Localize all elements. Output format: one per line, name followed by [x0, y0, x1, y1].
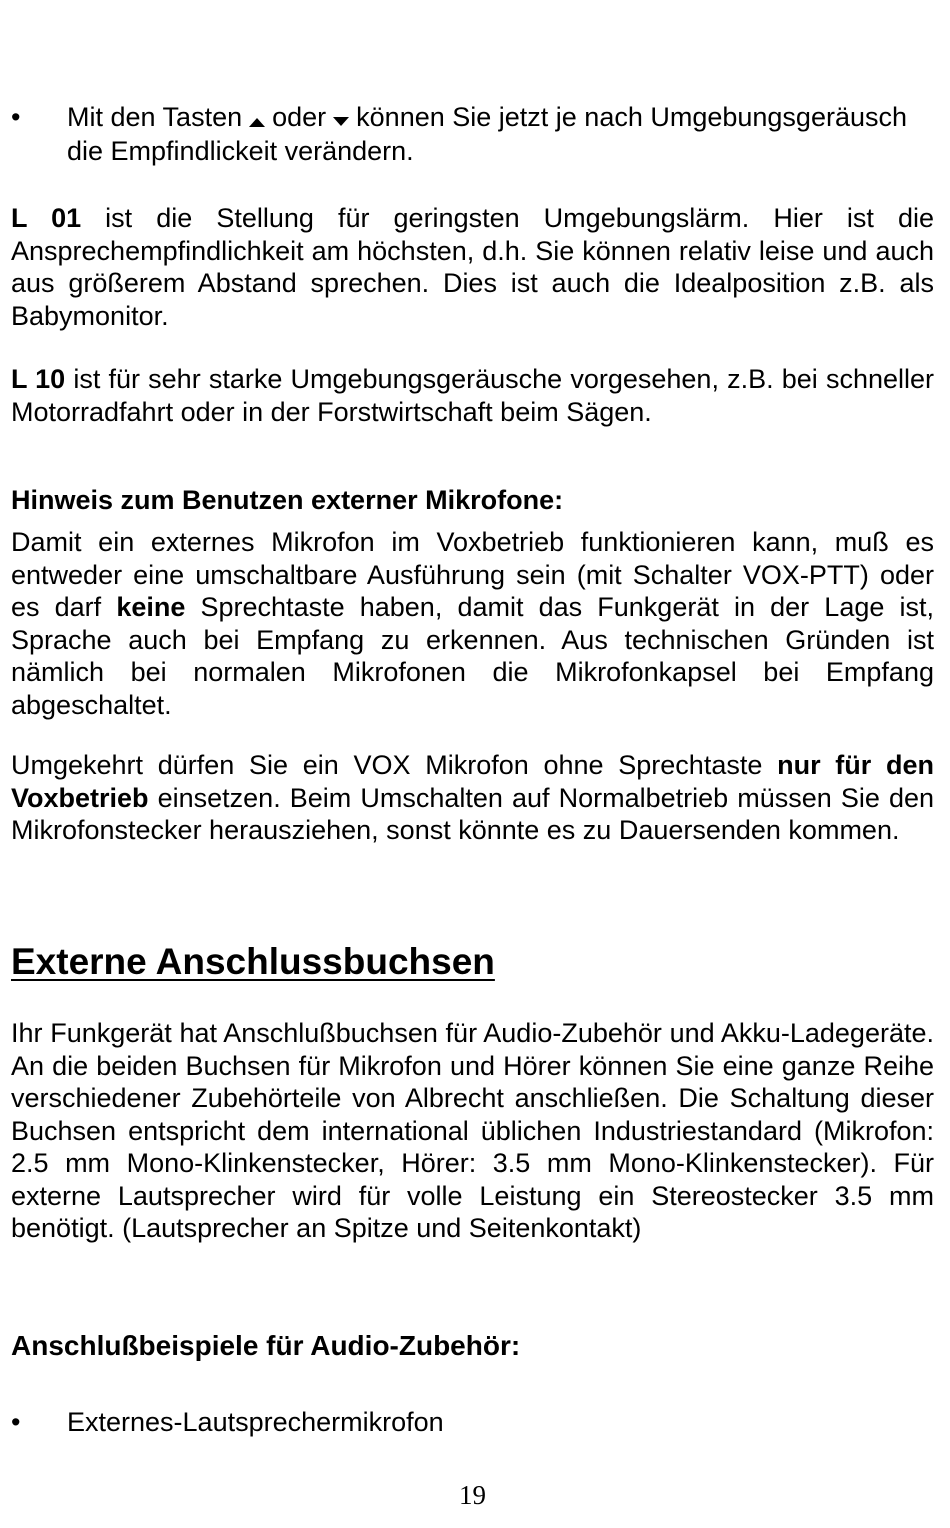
emphasis-keine: keine	[116, 592, 186, 622]
paragraph-l01	[11, 202, 934, 332]
heading-anschlussbeispiele: Anschlußbeispiele für Audio-Zubehör:	[11, 1330, 521, 1361]
heading-hinweis	[11, 484, 934, 517]
emphasis-voxbetrieb: nur für den Voxbetrieb	[11, 750, 934, 813]
page-number: 19	[459, 1480, 486, 1510]
heading-text: Hinweis zum Benutzen externer Mikrofone:	[11, 485, 564, 515]
paragraph-hinweis-2	[11, 749, 934, 847]
level-label: L 10	[11, 364, 66, 394]
paragraph-text: Umgekehrt dürfen Sie ein VOX Mikrofon ohne Sprechtaste	[11, 750, 778, 780]
bullet-dot: •	[11, 102, 21, 132]
level-label: L 01	[11, 203, 82, 233]
document-page	[11, 0, 934, 1528]
section-title: Externe Anschlussbuchsen	[11, 941, 495, 982]
paragraph-text: ist die Stellung für geringsten Umgebungslärm. Hier ist die Ansprechempfindlichkeit am höchsten, d.h. Sie können relativ leise und auch aus größerem Abstand sprechen. Dies ist auch die Idealposition z.B. als Babymonitor.	[11, 203, 934, 331]
bullet-text	[67, 101, 927, 168]
paragraph-anschlussbuchsen: Ihr Funkgerät hat Anschlußbuchsen für Audio-Zubehör und Akku-Ladegeräte. An die beiden Buchsen für Mikrofon und Hörer können Sie eine ganze Reihe verschiedener Zubehörteile von Albrecht anschließen. Die Schaltung dieser Buchsen entspricht dem international üblichen Industriestandard (Mikrofon: 2.5 mm Mono-Klinkenstecker, Hörer: 3.5 mm Mono-Klinkenstecker). Für externe Lautsprecher wird für volle Leistung ein Stereostecker 3.5 mm benötigt. (Lautsprecher an Spitze und Seitenkontakt)	[11, 1018, 934, 1243]
bullet-text-part: Mit den Tasten	[67, 102, 243, 132]
bullet-text: Externes-Lautsprechermikrofon	[67, 1407, 444, 1437]
bullet-dot: •	[11, 1407, 21, 1437]
bullet-text-part: oder	[272, 102, 327, 132]
paragraph-l10	[11, 363, 934, 428]
paragraph-text: Sprechtaste haben, damit das Funkgerät in der Lage ist, Sprache auch bei Empfang zu erkennen. Aus technischen Gründen ist nämlich bei normalen Mikrofonen die Mikrofonkapsel bei Empfang abgeschaltet.	[11, 592, 935, 720]
paragraph-text: ist für sehr starke Umgebungsgeräusche vorgesehen, z.B. bei schneller Motorradfahrt oder in der Forstwirtschaft beim Sägen.	[11, 364, 934, 427]
triangle-down-icon	[332, 103, 350, 136]
bullet-text-part: können Sie jetzt je nach Umgebungsgeräusch die Empfindlickeit verändern.	[67, 102, 908, 167]
paragraph-text: einsetzen. Beim Umschalten auf Normalbetrieb müssen Sie den Mikrofonstecker herausziehen, sonst könnte es zu Dauersenden kommen.	[11, 782, 934, 845]
paragraph-text: Damit ein externes Mikrofon im Voxbetrieb funktionieren kann, muß es entweder eine umschaltbare Ausführung sein (mit Schalter VOX-PTT) oder es darf	[11, 527, 934, 622]
paragraph-hinweis-1	[11, 526, 934, 721]
triangle-up-icon	[248, 103, 266, 136]
